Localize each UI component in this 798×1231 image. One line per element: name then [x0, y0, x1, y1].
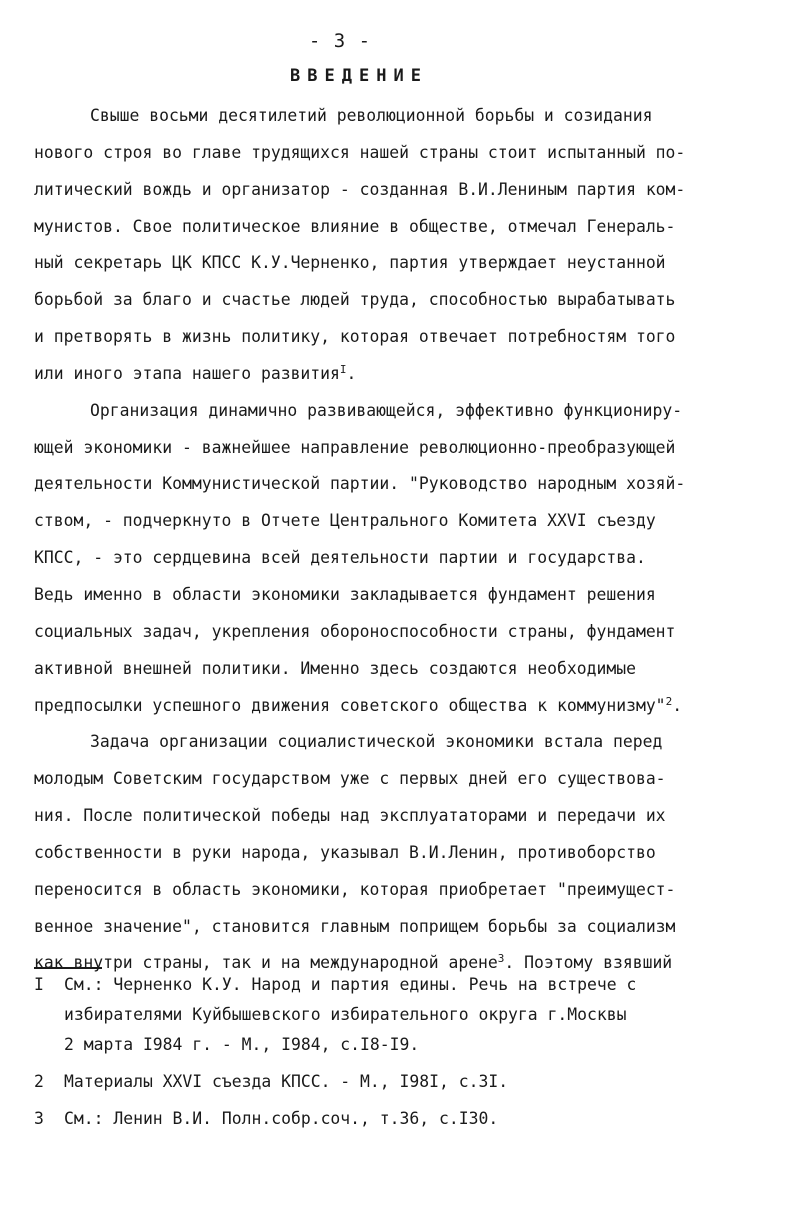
paragraph-3-line-1: Задача организации социалистической экономики встала перед: [90, 732, 663, 752]
footnotes: [34, 970, 762, 1141]
paragraph-3-line-3: ния. После политической победы над эксплуататорами и передачи их: [34, 806, 666, 826]
paragraph-2-line-5: КПСС, - это сердцевина всей деятельности партии и государства.: [34, 548, 646, 568]
footnote-2-line-1: Материалы XXVI съезда КПСС. - М., I98I, с.3I.: [64, 1072, 509, 1091]
footnote-ref-3: 3: [497, 952, 505, 966]
footnote-1-line-3: 2 марта I984 г. - М., I984, с.I8-I9.: [64, 1035, 420, 1054]
footnote-1-line-1: См.: Черненко К.У. Народ и партия едины. Речь на встрече с: [64, 975, 637, 994]
paragraph-3-line-4: собственности в руки народа, указывал В.И.Ленин, противоборство: [34, 842, 656, 862]
paragraph-1-line-1: Свыше восьми десятилетий революционной борьбы и созидания: [90, 106, 653, 125]
footnote-separator: [34, 967, 102, 969]
paragraph-3-line-7-text: как внутри страны, так и на международной арене: [34, 953, 498, 973]
footnote-3-line-1: См.: Ленин В.И. Полн.собр.соч., т.36, с.I30.: [64, 1109, 499, 1128]
paragraph-2-line-4: ством, - подчеркнуто в Отчете Центрального Комитета XXVI съезду: [34, 511, 656, 531]
paragraph-3-line-5: переносится в область экономики, которая приобретает "преимущест-: [34, 879, 676, 899]
paragraph-1-line-6: борьбой за благо и счастье людей труда, способностью вырабатывать: [34, 290, 676, 310]
paragraph-1-end-period: .: [346, 363, 357, 383]
paragraph-2-line-1: Организация динамично развивающейся, эффективно функциониру-: [90, 400, 683, 420]
footnote-2-text: [64, 1067, 762, 1097]
page-number: - 3 -: [308, 30, 372, 52]
section-heading: ВВЕДЕНИЕ: [290, 66, 428, 86]
paragraph-2-line-7: социальных задач, укрепления обороноспособности страны, фундамент: [34, 621, 676, 641]
footnote-ref-2: 2: [665, 694, 673, 708]
paragraph-2-line-3: деятельности Коммунистической партии. "Руководство народным хозяй-: [34, 474, 686, 494]
footnote-3-number: 3: [34, 1109, 44, 1128]
footnote-1-line-2: избирателями Куйбышевского избирательного округа г.Москвы: [64, 1005, 627, 1024]
footnote-1-number: I: [34, 975, 44, 994]
paragraph-2-line-2: ющей экономики - важнейшее направление революционно-преобразующей: [34, 437, 676, 457]
paragraph-2-line-8: активной внешней политики. Именно здесь создаются необходимые: [34, 658, 636, 678]
paragraph-1-line-7: и претворять в жизнь политику, которая отвечает потребностям того: [34, 327, 676, 347]
footnote-1-text: [64, 970, 762, 1060]
body-text: [34, 98, 762, 982]
paragraph-2-end-period: .: [672, 695, 683, 715]
footnote-2: [34, 1067, 762, 1097]
paragraph-3-line-2: молодым Советским государством уже с первых дней его существова-: [34, 769, 666, 789]
paragraph-1-line-8: [34, 356, 762, 393]
paragraph-3-line-7-tail: . Поэтому взявший: [504, 953, 673, 973]
paragraph-3-line-6: венное значение", становится главным поприщем борьбы за социализм: [34, 916, 676, 936]
footnote-3: [34, 1104, 762, 1134]
footnote-3-text: [64, 1104, 762, 1134]
paragraph-1-line-8-text: или иного этапа нашего развития: [34, 363, 340, 383]
paragraph-1-line-5: ный секретарь ЦК КПСС К.У.Черненко, партия утверждает неустанной: [34, 253, 666, 273]
paragraph-1-line-3: литический вождь и организатор - созданная В.И.Лениным партия ком-: [34, 179, 686, 199]
footnote-2-number: 2: [34, 1072, 44, 1091]
paragraph-1-line-4: мунистов. Свое политическое влияние в обществе, отмечал Генераль-: [34, 216, 676, 236]
footnote-1: [34, 970, 762, 1060]
paragraph-2-line-9: [34, 688, 762, 725]
footnote-ref-1: I: [339, 362, 347, 376]
paragraph-2-line-6: Ведь именно в области экономики закладывается фундамент решения: [34, 584, 656, 604]
paragraph-1-line-2: нового строя во главе трудящихся нашей страны стоит испытанный по-: [34, 142, 686, 162]
paragraph-2-line-9-text: предпосылки успешного движения советского общества к коммунизму": [34, 695, 666, 715]
